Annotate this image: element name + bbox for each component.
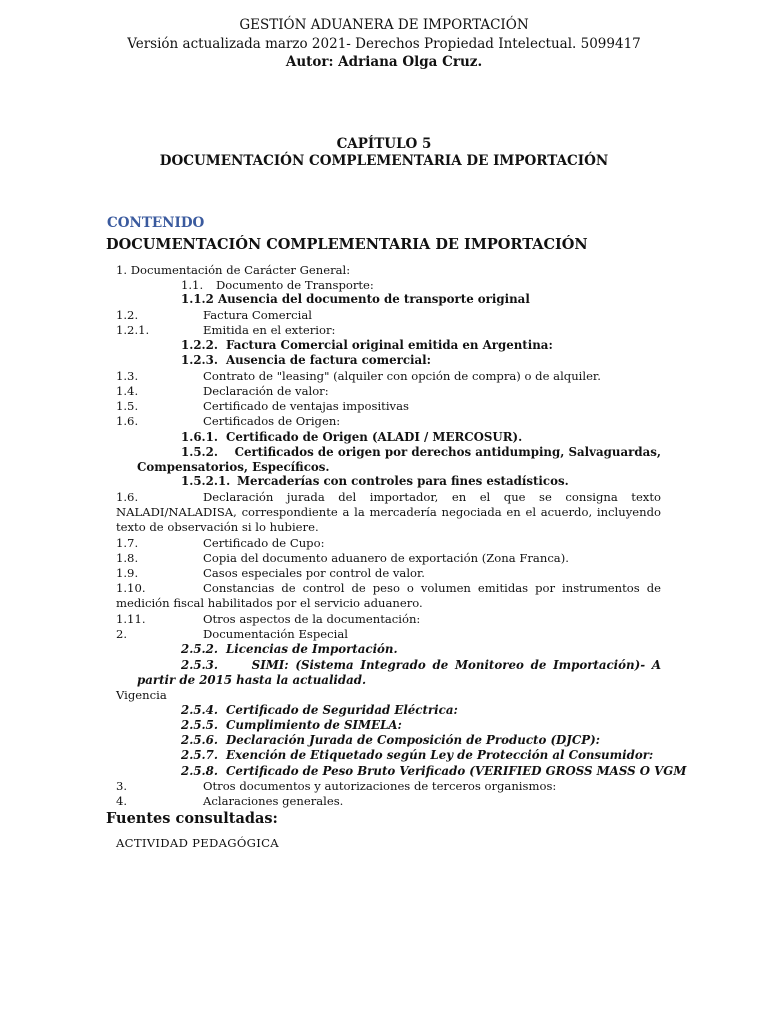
toc-item-text: Casos especiales por control de valor.: [203, 566, 425, 580]
toc-item-number: 1.5.2.1.: [181, 474, 231, 488]
toc-item-number: 1.2.1.: [116, 323, 150, 337]
toc-item-number: 2.5.2.: [181, 642, 218, 656]
toc-item-text: 1.1.2 Ausencia del documento de transporte original: [181, 292, 530, 306]
toc-item-number: 1.5.2.: [181, 445, 218, 459]
toc-item-text: Certificados de Origen:: [203, 414, 341, 428]
toc-item-text: Certificado de Cupo:: [203, 536, 325, 550]
toc-item-text: Factura Comercial original emitida en Argentina:: [226, 338, 553, 352]
toc-item-text: Exención de Etiquetado según Ley de Protección al Consumidor:: [226, 748, 654, 762]
toc-item-number: 1.6.: [116, 414, 139, 428]
toc-item-text: Certificados de origen por derechos antidumping, Salvaguardas, Compensatorios, Específicos.: [137, 445, 661, 474]
toc-item-number: 1.1.: [181, 278, 204, 292]
toc-item-number: 1.5.: [116, 399, 139, 413]
toc-item-number: 1.8.: [116, 551, 139, 565]
toc-item-number: 2.5.4.: [181, 703, 218, 717]
toc-item-number: 1.9.: [116, 566, 139, 580]
toc-item-number: 1.2.: [116, 308, 139, 322]
toc-item: [116, 581, 661, 611]
toc-item-text: SIMI: (Sistema Integrado de Monitoreo de Importación)- A partir de 2015 hasta la actualidad.: [137, 658, 661, 687]
toc-item-text: Mercaderías con controles para fines estadísticos.: [237, 474, 569, 488]
toc-item-number: 1.2.2.: [181, 338, 218, 352]
toc-item-text: Otros documentos y autorizaciones de terceros organismos:: [203, 779, 557, 793]
toc-item-text: Constancias de control de peso o volumen emitidas por instrumentos de medición fiscal habilitados por el servicio aduanero.: [116, 581, 661, 610]
toc-item: [116, 263, 350, 278]
toc-item: [137, 445, 661, 475]
toc-item-text: Cumplimiento de SIMELA:: [226, 718, 402, 732]
sources-heading: Fuentes consultadas:: [106, 810, 278, 827]
toc-item-text: Certificado de ventajas impositivas: [203, 399, 409, 413]
toc-item-number: 1.11.: [116, 612, 146, 626]
toc-item-number: 1.3.: [116, 369, 139, 383]
toc-item-number: 2.5.3.: [181, 658, 218, 672]
toc-item-number: 1.10.: [116, 581, 146, 595]
toc-item-text: Declaración Jurada de Composición de Producto (DJCP):: [226, 733, 601, 747]
toc-item-text: Certificado de Origen (ALADI / MERCOSUR).: [226, 430, 523, 444]
toc-item-number: 1.6.: [116, 490, 139, 504]
chapter-number: CAPÍTULO 5: [336, 136, 432, 152]
toc-item-text: Emitida en el exterior:: [203, 323, 336, 337]
toc-item-text: Certificado de Seguridad Eléctrica:: [226, 703, 458, 717]
toc-item-text: Documento de Transporte:: [216, 278, 374, 292]
contents-title: DOCUMENTACIÓN COMPLEMENTARIA DE IMPORTACIÓN: [106, 236, 588, 253]
chapter-title: DOCUMENTACIÓN COMPLEMENTARIA DE IMPORTACIÓN: [159, 153, 609, 169]
toc-item: [181, 292, 530, 307]
toc-item-text: Documentación de Carácter General:: [130, 263, 351, 277]
toc-item-number: 1.: [116, 263, 128, 277]
toc-item-number: 1.7.: [116, 536, 139, 550]
toc-item-number: 2.: [116, 627, 128, 641]
toc-item-text: Aclaraciones generales.: [203, 794, 344, 808]
toc-item: [116, 490, 661, 535]
author-line: Autor: Adriana Olga Cruz.: [285, 54, 483, 70]
toc-item-number: 1.2.3.: [181, 353, 218, 367]
toc-item: [137, 658, 661, 688]
toc-item-text: Licencias de Importación.: [226, 642, 398, 656]
toc-item-text: Documentación Especial: [203, 627, 348, 641]
toc-item-number: 1.4.: [116, 384, 139, 398]
toc-item-text: Factura Comercial: [203, 308, 312, 322]
toc-item-text: Certificado de Peso Bruto Verificado (VERIFIED GROSS MASS O VGM: [226, 764, 687, 778]
toc-item-text: Vigencia: [116, 688, 167, 702]
toc-item-number: 2.5.6.: [181, 733, 218, 747]
toc-item-text: Declaración jurada del importador, en el que se consigna texto NALADI/NALADISA, correspondiente a la mercadería negociada en el acuerdo, incluyendo texto de observación si lo hubiere.: [116, 490, 661, 534]
activity-label: ACTIVIDAD PEDAGÓGICA: [116, 836, 279, 850]
toc-item-number: 1.6.1.: [181, 430, 218, 444]
toc-item-text: Contrato de "leasing" (alquiler con opción de compra) o de alquiler.: [203, 369, 601, 383]
toc-item-number: 2.5.5.: [181, 718, 218, 732]
contents-heading: CONTENIDO: [107, 215, 205, 231]
document-title: GESTIÓN ADUANERA DE IMPORTACIÓN: [239, 17, 529, 33]
toc-item-number: 4.: [116, 794, 128, 808]
toc-item-number: 2.5.7.: [181, 748, 218, 762]
toc-item-text: Copia del documento aduanero de exportación (Zona Franca).: [203, 551, 569, 565]
toc-item-text: Ausencia de factura comercial:: [226, 353, 432, 367]
toc-item-number: 2.5.8.: [181, 764, 218, 778]
toc-item: [116, 688, 167, 703]
version-line: Versión actualizada marzo 2021- Derechos Propiedad Intelectual. 5099417: [127, 36, 641, 52]
toc-item-text: Otros aspectos de la documentación:: [203, 612, 421, 626]
toc-item-text: Declaración de valor:: [203, 384, 329, 398]
toc-item-number: 3.: [116, 779, 128, 793]
